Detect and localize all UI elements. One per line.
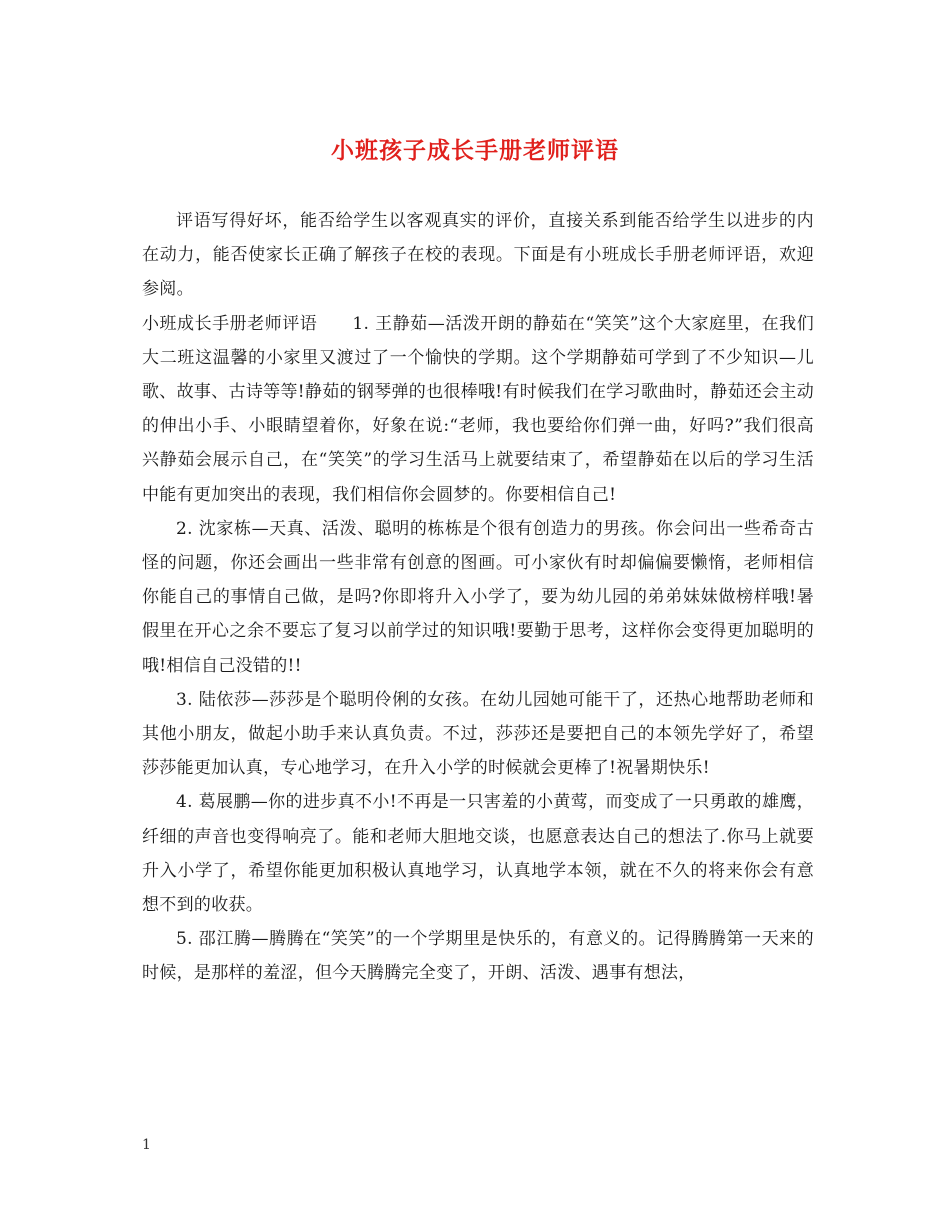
first-comment-paragraph [142,307,814,512]
page-number: 1 [142,1137,151,1153]
document-body [142,204,814,991]
comment-paragraph-3: 3. 陆依莎—莎莎是个聪明伶俐的女孩。在幼儿园她可能干了，还热心地帮助老师和其他小朋友，做起小助手来认真负责。不过，莎莎还是要把自己的本领先学好了，希望莎莎能更加认真，专心地学习，在升入小学的时候就会更棒了!祝暑期快乐! [142,689,814,779]
heading-gap [317,314,352,334]
comment-paragraph-1: 1. 王静茹—活泼开朗的静茹在“笑笑”这个大家庭里，在我们大二班这温馨的小家里又渡过了一个愉快的学期。这个学期静茹可学到了不少知识—儿歌、故事、古诗等等!静茹的钢琴弹的也很棒哦!有时候我们在学习歌曲时，静茹还会主动的伸出小手、小眼睛望着你，好象在说:“老师，我也要给你们弹一曲，好吗?”我们很高兴静茹会展示自己，在“笑笑”的学习生活马上就要结束了，希望静茹在以后的学习生活中能有更加突出的表现，我们相信你会圆梦的。你要相信自己! [142,313,814,505]
intro-paragraph: 评语写得好坏，能否给学生以客观真实的评价，直接关系到能否给学生以进步的内在动力，能否使家长正确了解孩子在校的表现。下面是有小班成长手册老师评语，欢迎参阅。 [142,211,814,300]
comment-paragraph-5: 5. 邵江腾—腾腾在“笑笑”的一个学期里是快乐的，有意义的。记得腾腾第一天来的时候，是那样的羞涩，但今天腾腾完全变了，开朗、活泼、遇事有想法， [142,929,814,984]
comment-paragraph-2: 2. 沈家栋—天真、活泼、聪明的栋栋是个很有创造力的男孩。你会问出一些希奇古怪的问题，你还会画出一些非常有创意的图画。可小家伙有时却偏偏要懒惰，老师相信你能自己的事情自己做，是吗?你即将升入小学了，要为幼儿园的弟弟妹妹做榜样哦!暑假里在开心之余不要忘了复习以前学过的知识哦!要勤于思考，这样你会变得更加聪明的哦!相信自己没错的!! [142,518,814,676]
comment-paragraph-4: 4. 葛展鹏—你的进步真不小!不再是一只害羞的小黄莺，而变成了一只勇敢的雄鹰，纤细的声音也变得响亮了。能和老师大胆地交谈，也愿意表达自己的想法了.你马上就要升入小学了，希望你能更加积极认真地学习，认真地学本领，就在不久的将来你会有意想不到的收获。 [142,792,814,916]
document-title: 小班孩子成长手册老师评语 [331,137,619,164]
section-heading: 小班成长手册老师评语 [142,313,318,334]
